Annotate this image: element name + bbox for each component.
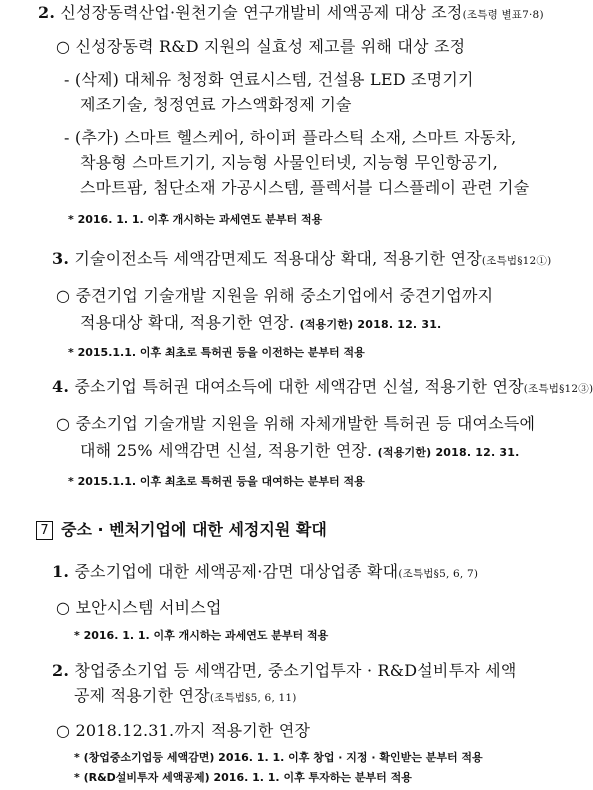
item3-title: 기술이전소득 세액감면제도 적용대상 확대, 적용기한 연장 [74, 249, 482, 268]
s7-item1-law-ref: (조특법§5, 6, 7) [398, 568, 479, 580]
item4-title: 중소기업 특허권 대여소득에 대한 세액감면 신설, 적용기한 연장 [74, 377, 524, 396]
item3-bullet-line2 [80, 312, 441, 334]
s7-item1-bullet: ○ 보안시스템 서비스업 [56, 598, 222, 617]
item3-law-ref: (조특법§12①) [481, 255, 552, 267]
item2-deleted-line1: - (삭제) 대체유 청정화 연료시스템, 건설용 LED 조명기기 [64, 70, 474, 89]
item4-bullet-line2 [80, 440, 519, 462]
s7-item2-number: 2. [52, 661, 70, 680]
item4-heading [52, 376, 593, 400]
item3-bullet-text: 적용대상 확대, 적용기한 연장. [80, 313, 295, 332]
section7-title: 중소 · 벤처기업에 대한 세정지원 확대 [61, 520, 327, 539]
item4-deadline: (적용기한) 2018. 12. 31. [377, 446, 520, 459]
s7-item2-note2: * (R&D설비투자 세액공제) 2016. 1. 1. 이후 투자하는 분부터 적용 [74, 771, 412, 784]
item3-note: * 2015.1.1. 이후 최초로 특허권 등을 이전하는 분부터 적용 [68, 346, 365, 359]
item2-deleted-line2: 제조기술, 청정연료 가스액화정제 기술 [80, 95, 352, 114]
item4-number: 4. [52, 377, 70, 396]
item2-heading [38, 2, 544, 26]
s7-item1-note: * 2016. 1. 1. 이후 개시하는 과세연도 분부터 적용 [74, 629, 329, 642]
item4-law-ref: (조특법§12③) [523, 383, 593, 395]
s7-item2-title-cont: 공제 적용기한 연장 [74, 686, 210, 705]
item2-added-line3: 스마트팜, 첨단소재 가공시스템, 플렉서블 디스플레이 관련 기술 [80, 178, 530, 197]
s7-item2-bullet: ○ 2018.12.31.까지 적용기한 연장 [56, 721, 311, 740]
section7-number-box: 7 [36, 521, 53, 540]
s7-item2-title: 창업중소기업 등 세액감면, 중소기업투자 · R&D설비투자 세액 [74, 661, 517, 680]
item2-number: 2. [38, 3, 56, 22]
item4-bullet-text: 대해 25% 세액감면 신설, 적용기한 연장. [80, 441, 373, 460]
s7-item2-law-ref: (조특법§5, 6, 11) [209, 692, 297, 704]
s7-item1-heading [52, 561, 478, 585]
item3-heading [52, 248, 551, 272]
item3-deadline: (적용기한) 2018. 12. 31. [299, 318, 442, 331]
s7-item1-title: 중소기업에 대한 세액공제·감면 대상업종 확대 [74, 562, 399, 581]
item2-title: 신성장동력산업·원천기술 연구개발비 세액공제 대상 조정 [60, 3, 463, 22]
item4-bullet-line1: ○ 중소기업 기술개발 지원을 위해 자체개발한 특허권 등 대여소득에 [56, 414, 536, 433]
s7-item2-note1: * (창업중소기업등 세액감면) 2016. 1. 1. 이후 창업 · 지정 · 확인받는 분부터 적용 [74, 751, 483, 764]
item3-bullet-line1: ○ 중견기업 기술개발 지원을 위해 중소기업에서 중견기업까지 [56, 286, 494, 305]
s7-item2-heading-line2 [74, 685, 297, 709]
item4-note: * 2015.1.1. 이후 최초로 특허권 등을 대여하는 분부터 적용 [68, 475, 365, 488]
item2-added-line1: - (추가) 스마트 헬스케어, 하이퍼 플라스틱 소재, 스마트 자동차, [64, 128, 517, 147]
item2-law-ref: (조특령 별표7·8) [462, 9, 544, 21]
item2-bullet: ○ 신성장동력 R&D 지원의 실효성 제고를 위해 대상 조정 [56, 37, 466, 56]
item2-added-line2: 착용형 스마트기기, 지능형 사물인터넷, 지능형 무인항공기, [80, 153, 499, 172]
s7-item2-heading-line1 [52, 660, 517, 682]
s7-item1-number: 1. [52, 562, 70, 581]
section7-heading [36, 519, 327, 541]
item3-number: 3. [52, 249, 70, 268]
item2-note: * 2016. 1. 1. 이후 개시하는 과세연도 분부터 적용 [68, 213, 323, 226]
